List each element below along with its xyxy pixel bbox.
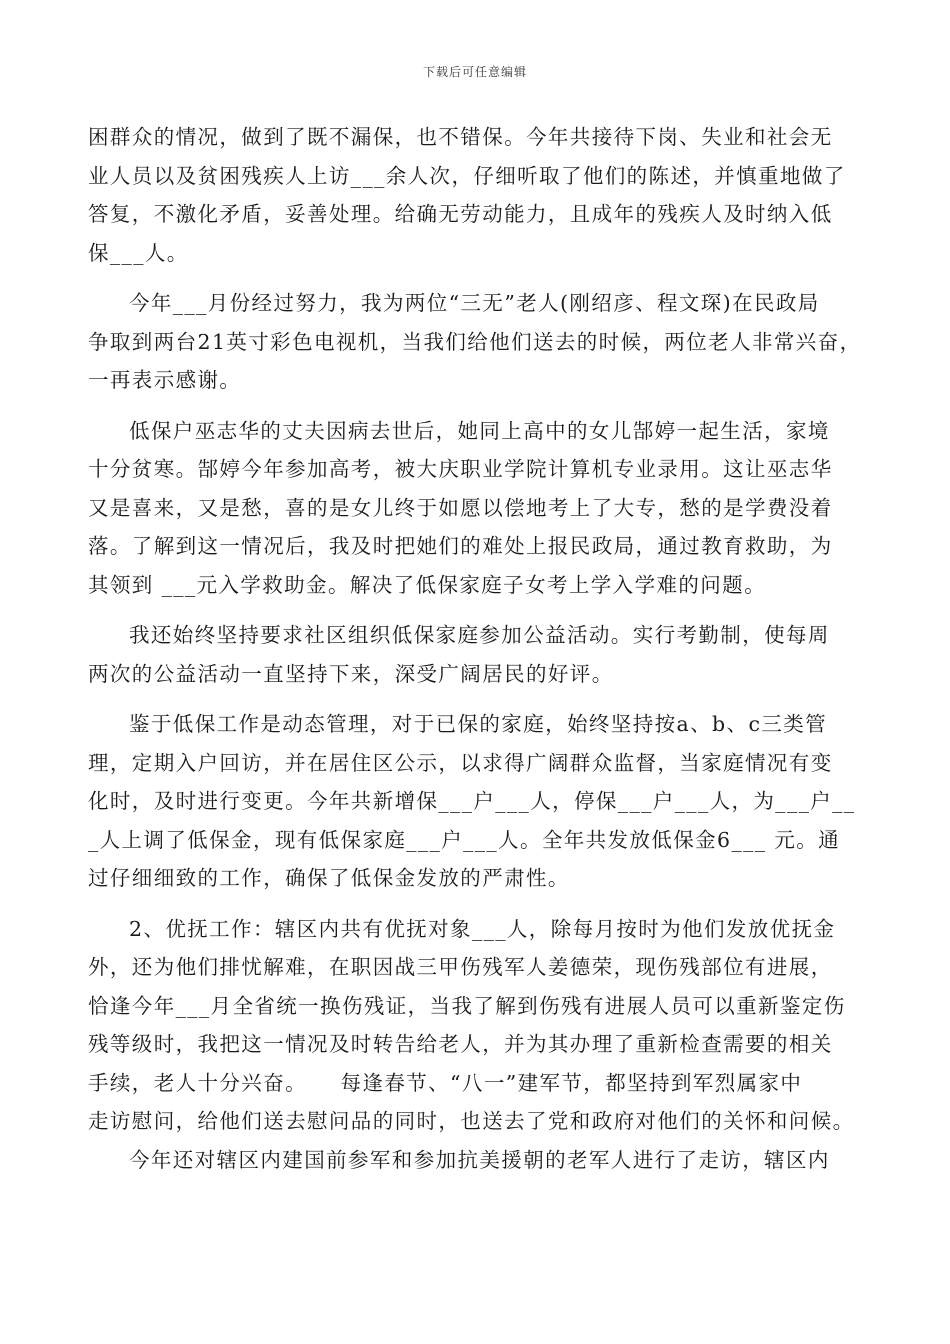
text-line: 两次的公益活动一直坚持下来，深受广阔居民的好评。 <box>88 661 614 686</box>
paragraph-public-activities <box>88 616 868 693</box>
paragraph-dynamic-management <box>88 705 868 898</box>
text-line: 其领到 ___元入学救助金。解决了低保家庭子女考上学入学难的问题。 <box>88 572 766 597</box>
text-line: 外，还为他们排忧解难，在职因战三甲伤残军人姜德荣，现伤残部位有进展， <box>88 955 833 979</box>
text-line: 今年还对辖区内建国前参军和参加抗美援朝的老军人进行了走访，辖区内 <box>129 1147 830 1172</box>
text-line: 走访慰问，给他们送去慰问品的同时，也送去了党和政府对他们的关怀和问候。 <box>88 1109 855 1133</box>
page-header: 下载后可任意编辑 <box>422 65 527 79</box>
text-line: 低保户巫志华的丈夫因病去世后，她同上高中的女儿郜婷一起生活，家境 <box>129 418 830 443</box>
text-line: 2、优抚工作：辖区内共有优抚对象___人，除每月按时为他们发放优抚金 <box>129 916 836 941</box>
text-line: 残等级时，我把这一情况及时转告给老人，并为其办理了重新检查需要的相关 <box>88 1032 833 1056</box>
document-body <box>88 118 868 1179</box>
text-line: 保___人。 <box>88 240 189 265</box>
text-line: 我还始终坚持要求社区组织低保家庭参加公益活动。实行考勤制，使每周 <box>129 623 830 647</box>
text-line: 十分贫寒。郜婷今年参加高考，被大庆职业学院计算机专业录用。这让巫志华 <box>88 457 833 481</box>
paragraph-preferential-care <box>88 910 868 1141</box>
text-line: 理，定期入户回访，并在居住区公示，以求得广阔群众监督，当家庭情况有变 <box>88 750 833 775</box>
text-line: 困群众的情况，做到了既不漏保，也不错保。今年共接待下岗、失业和社会无 <box>88 125 833 149</box>
text-line: 恰逢今年___月全省统一换伤残证，当我了解到伤残有进展人员可以重新鉴定伤 <box>88 993 846 1018</box>
text-line: 落。了解到这一情况后，我及时把她们的难处上报民政局，通过教育救助，为 <box>88 534 833 558</box>
text-line: 化时，及时进行变更。今年共新增保___户___人，停保___户___人，为___户__ <box>88 789 856 813</box>
text-line: 争取到两台21英寸彩色电视机，当我们给他们送去的时候，两位老人非常兴奋， <box>88 329 862 354</box>
text-line: 一再表示感谢。 <box>88 368 242 392</box>
text-line: 今年___月份经过努力，我为两位“三无”老人(刚绍彦、程文琛)在民政局 <box>129 291 820 315</box>
text-line: 过仔细细致的工作，确保了低保金发放的严肃性。 <box>88 866 570 890</box>
paragraph-veteran-visits <box>88 1141 868 1180</box>
paragraph-education-aid <box>88 412 868 605</box>
paragraph-elderly-tv <box>88 284 868 400</box>
text-line: 又是喜来，又是愁，喜的是女儿终于如愿以偿地考上了大专，愁的是学费没着 <box>88 495 833 520</box>
text-line: 答复，不激化矛盾，妥善处理。给确无劳动能力，且成年的残疾人及时纳入低 <box>88 202 833 226</box>
text-line: 鉴于低保工作是动态管理，对于已保的家庭，始终坚持按a、b、c三类管 <box>129 712 828 736</box>
text-line: _人上调了低保金，现有低保家庭___户___人。全年共发放低保金6___ 元。通 <box>88 827 841 852</box>
text-line: 手续，老人十分兴奋。 每逢春节、“八一”建军节，都坚持到军烈属家中 <box>88 1070 803 1095</box>
paragraph-low-income-review <box>88 118 868 272</box>
text-line: 业人员以及贫困残疾人上访___余人次，仔细听取了他们的陈述，并慎重地做了 <box>88 163 846 188</box>
